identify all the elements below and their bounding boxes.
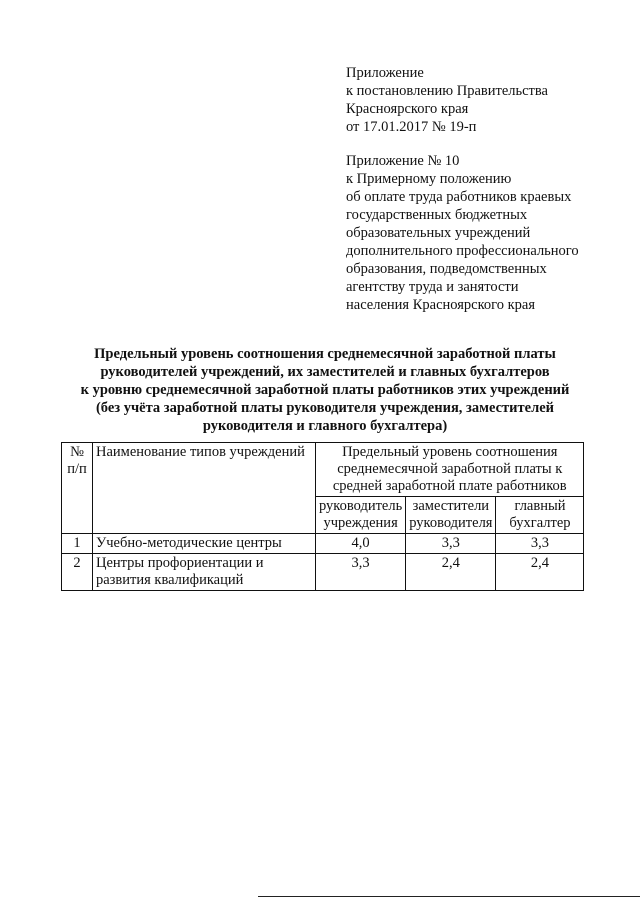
spacer bbox=[346, 136, 636, 152]
header-num: № п/п bbox=[62, 443, 93, 534]
appendix-line: Приложение bbox=[346, 65, 424, 81]
sub-appendix-line: образовательных учреждений bbox=[346, 225, 531, 241]
sub-appendix-line: образования, подведомственных bbox=[346, 261, 547, 277]
row-value-director: 3,3 bbox=[316, 554, 406, 591]
appendix-header bbox=[346, 64, 636, 314]
row-name: Центры профориентации и развития квалификаций bbox=[93, 554, 316, 591]
sub-appendix-line: дополнительного профессионального bbox=[346, 243, 579, 259]
appendix-line: Красноярского края bbox=[346, 101, 469, 117]
row-value-chief-accountant: 3,3 bbox=[496, 534, 584, 554]
sub-appendix-line: Приложение № 10 bbox=[346, 153, 460, 169]
sub-appendix-line: агентству труда и занятости bbox=[346, 279, 519, 295]
title-line: Предельный уровень соотношения среднемесячной заработной платы bbox=[94, 346, 556, 362]
sub-appendix-line: об оплате труда работников краевых bbox=[346, 189, 572, 205]
row-value-deputies: 3,3 bbox=[406, 534, 496, 554]
table-row bbox=[62, 534, 584, 554]
header-name: Наименование типов учреждений bbox=[93, 443, 316, 534]
appendix-line: от 17.01.2017 № 19-п bbox=[346, 119, 477, 135]
bottom-rule bbox=[258, 896, 640, 897]
row-num: 2 bbox=[62, 554, 93, 591]
sub-appendix-line: государственных бюджетных bbox=[346, 207, 528, 223]
ratio-table bbox=[61, 442, 584, 591]
table-row bbox=[62, 554, 584, 591]
title-line: руководителей учреждений, их заместителей и главных бухгалтеров bbox=[100, 364, 550, 380]
header-deputies: заместители руководителя bbox=[406, 497, 496, 534]
title-line: руководителя и главного бухгалтера) bbox=[202, 418, 448, 434]
row-value-chief-accountant: 2,4 bbox=[496, 554, 584, 591]
header-chief-accountant: главный бухгалтер bbox=[496, 497, 584, 534]
sub-appendix-line: населения Красноярского края bbox=[346, 297, 536, 313]
row-name: Учебно-методические центры bbox=[93, 534, 316, 554]
appendix-line: к постановлению Правительства bbox=[346, 83, 548, 99]
table-header-row bbox=[62, 443, 584, 497]
row-value-director: 4,0 bbox=[316, 534, 406, 554]
sub-appendix-line: к Примерному положению bbox=[346, 171, 512, 187]
header-group: Предельный уровень соотношения среднемесячной заработной платы к средней заработной плате работников bbox=[316, 443, 584, 497]
title-line: к уровню среднемесячной заработной платы работников этих учреждений bbox=[80, 382, 570, 398]
row-num: 1 bbox=[62, 534, 93, 554]
document-title bbox=[40, 345, 610, 435]
title-line: (без учёта заработной платы руководителя учреждения, заместителей bbox=[95, 400, 555, 416]
header-director: руководитель учреждения bbox=[316, 497, 406, 534]
row-value-deputies: 2,4 bbox=[406, 554, 496, 591]
